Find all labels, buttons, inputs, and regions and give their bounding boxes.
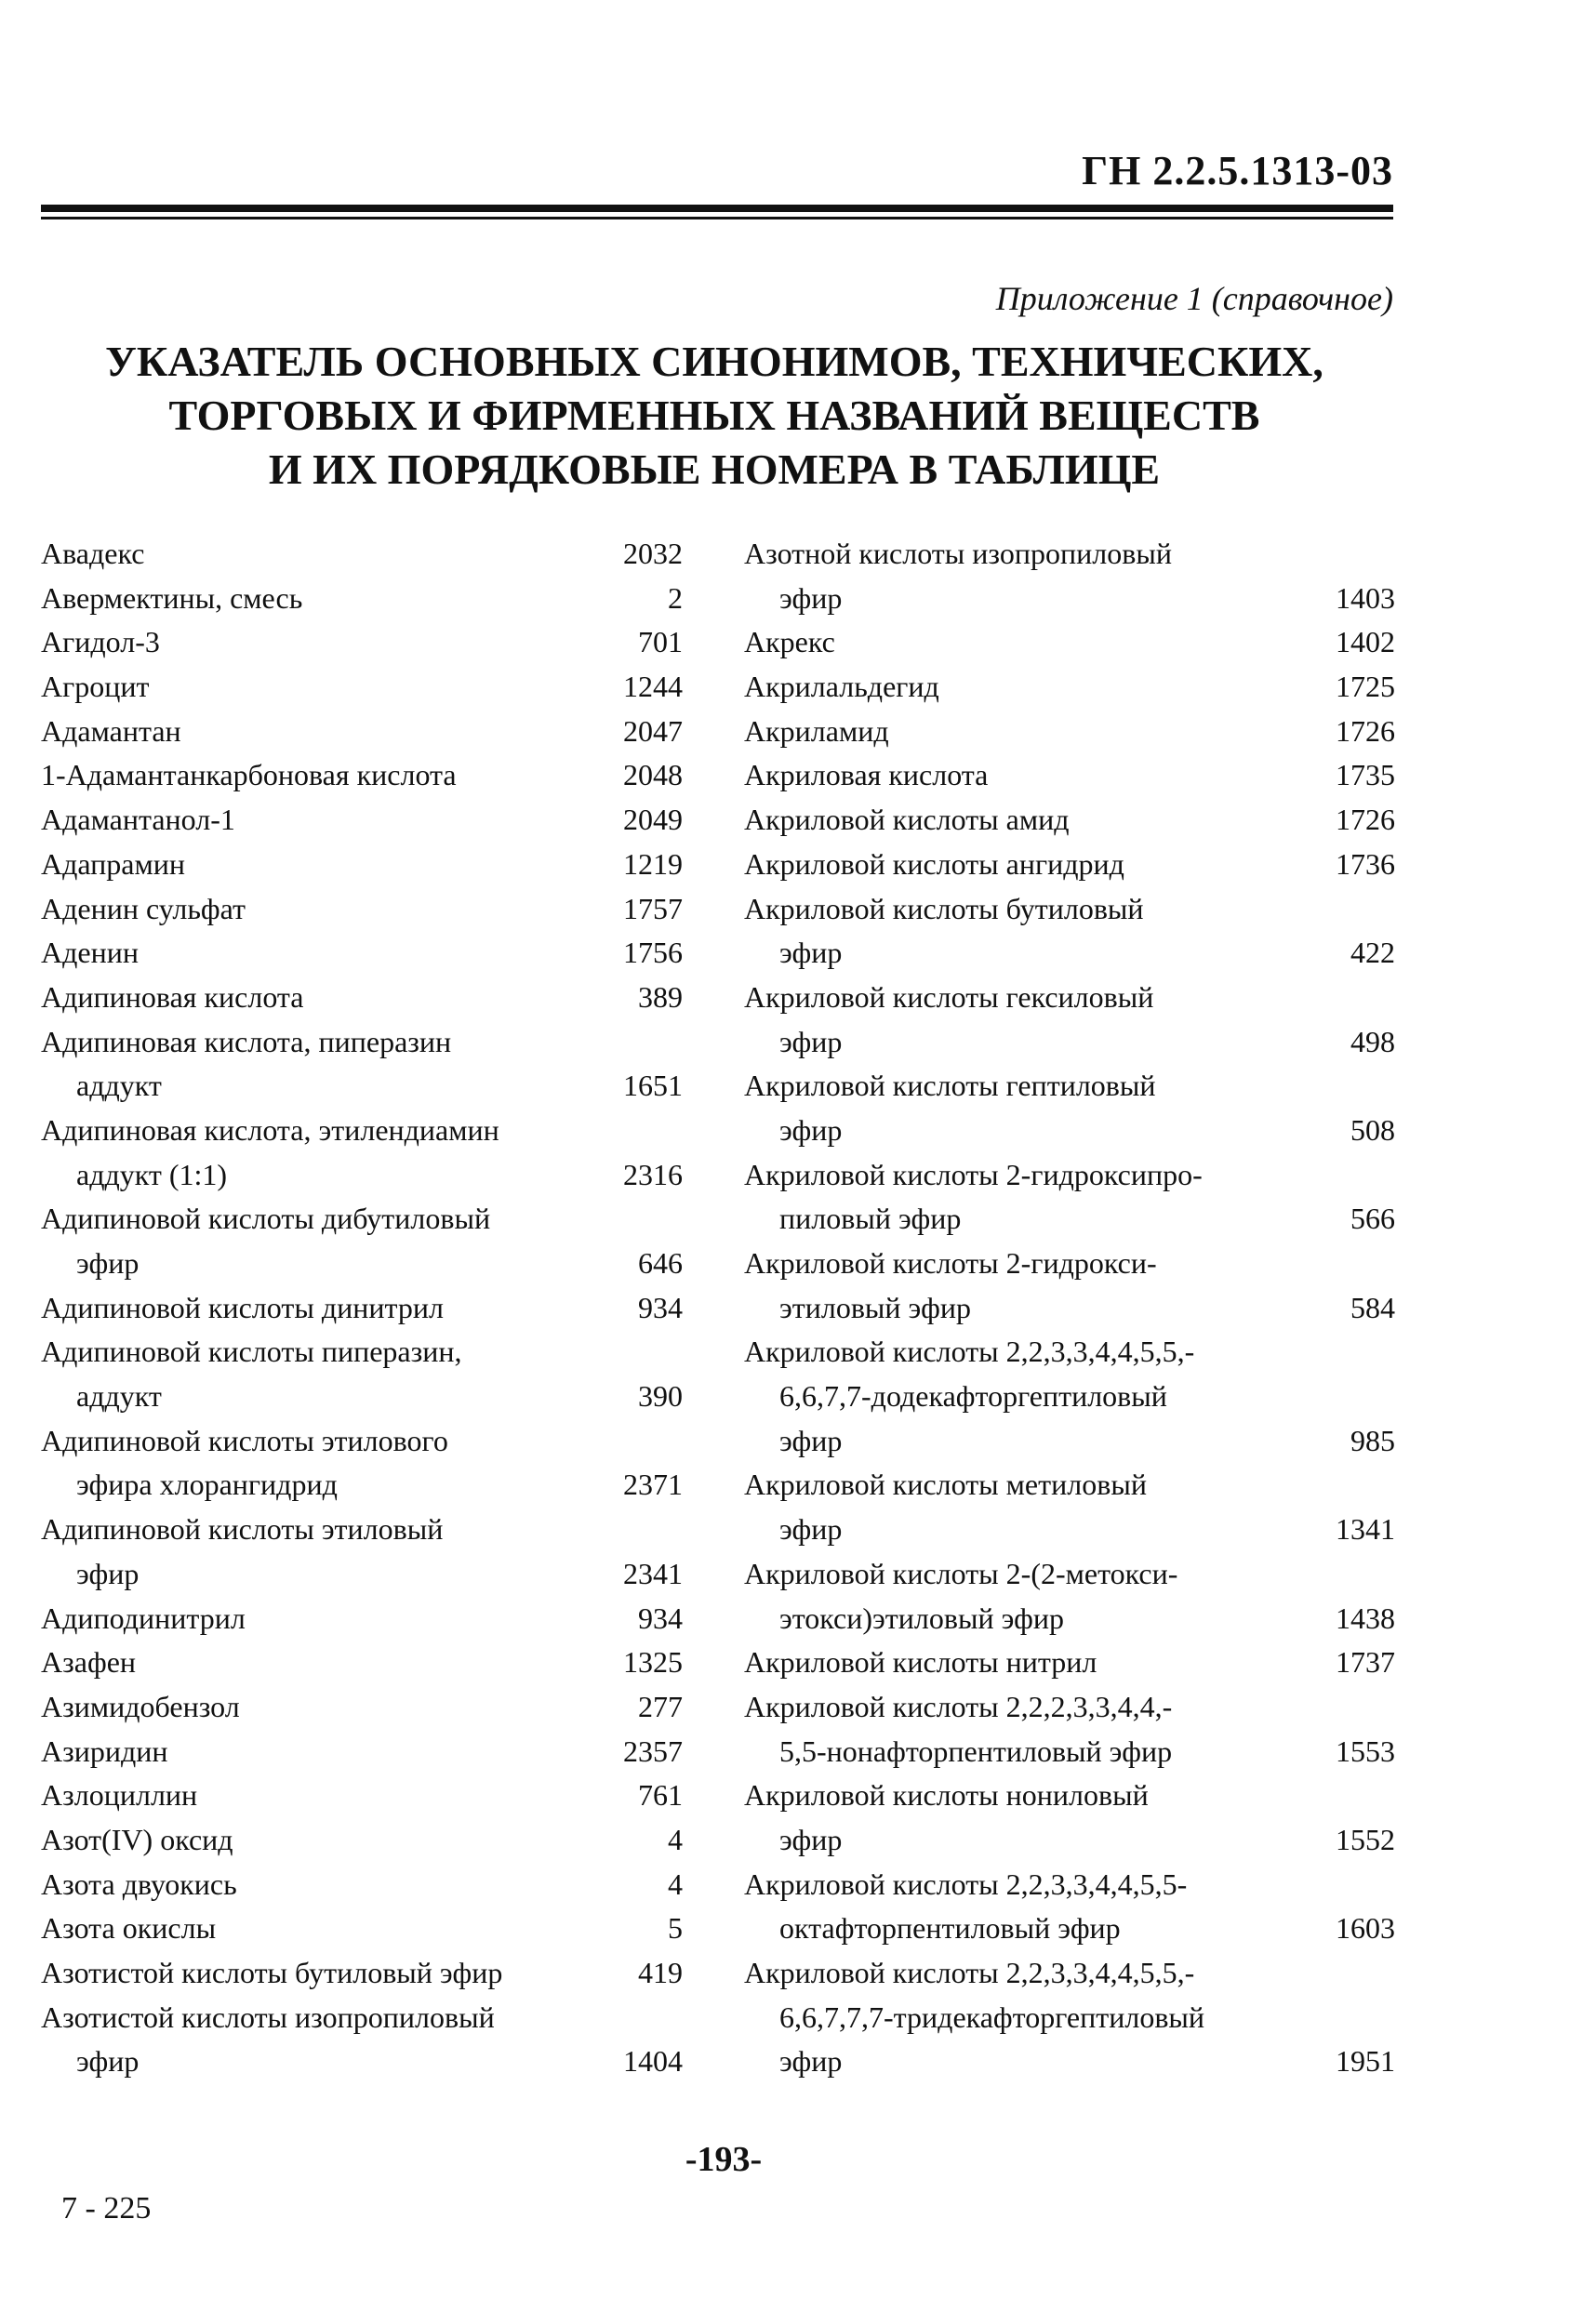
index-entry-continuation	[744, 1419, 1395, 1464]
index-entry-text: Азот(IV) оксид	[41, 1822, 233, 1856]
index-entry-number: 1736	[1336, 846, 1395, 881]
index-entry	[744, 1863, 1395, 1951]
index-entry-text: Агидол-3	[41, 625, 160, 659]
index-entry	[41, 1996, 683, 2084]
index-entry-number: 422	[1350, 936, 1395, 970]
index-entry-number: 1951	[1336, 2044, 1395, 2079]
index-entry-number: 2	[668, 580, 683, 615]
index-entry-text: эфир	[76, 1556, 140, 1590]
index-entry-term	[41, 1641, 683, 1685]
index-entry-text: Азота двуокись	[41, 1867, 237, 1901]
index-entry	[41, 1197, 683, 1285]
index-entry-number: 1651	[623, 1069, 683, 1103]
index-entry-text: эфир	[779, 580, 843, 615]
index-entry	[41, 843, 683, 887]
index-entry-term	[744, 710, 1395, 754]
index-entry-term	[41, 1685, 683, 1730]
index-entry-number: 2047	[623, 713, 683, 748]
index-entry	[744, 1463, 1395, 1551]
index-entry-text: Адипиновая кислота, пиперазин	[41, 1024, 452, 1058]
index-entry-term	[41, 1951, 683, 1996]
index-entry-number: 1341	[1336, 1512, 1395, 1547]
index-entry-number: 1726	[1336, 713, 1395, 748]
index-entry	[744, 665, 1395, 710]
index-entry-number: 1402	[1336, 625, 1395, 659]
index-entry-text: Акрекс	[744, 625, 835, 659]
index-entry	[41, 1020, 683, 1109]
index-entry-term	[41, 577, 683, 621]
index-entry-text: эфир	[779, 1112, 843, 1147]
index-entry	[41, 1907, 683, 1951]
index-entry-text: 6,6,7,7-додекафторгептиловый	[779, 1379, 1167, 1414]
index-entry-text: этокси)этиловый эфир	[779, 1601, 1064, 1635]
index-entry-continuation	[744, 577, 1395, 621]
index-entry-text: Азимидобензол	[41, 1689, 240, 1723]
index-entry-number: 1219	[623, 846, 683, 881]
index-entry-continuation	[744, 2040, 1395, 2084]
index-entry-term	[744, 1685, 1395, 1730]
index-entry-number: 934	[638, 1290, 683, 1324]
index-entry-continuation	[744, 1375, 1395, 1419]
title-line: УКАЗАТЕЛЬ ОСНОВНЫХ СИНОНИМОВ, ТЕХНИЧЕСКИХ,	[105, 338, 1323, 385]
index-entry-number: 1325	[623, 1645, 683, 1680]
index-entry-text: эфир	[76, 2044, 140, 2079]
index-entry-continuation	[744, 1907, 1395, 1951]
index-entry-continuation	[744, 1730, 1395, 1774]
index-entry-number: 761	[638, 1778, 683, 1813]
index-entry-text: Адипиновая кислота, этилендиамин	[41, 1112, 499, 1147]
index-entry-text: Адапрамин	[41, 846, 185, 881]
index-entry-number: 701	[638, 625, 683, 659]
index-entry-term	[41, 887, 683, 932]
index-entry	[41, 1286, 683, 1331]
index-entry-text: Авадекс	[41, 537, 145, 570]
index-entry-term	[744, 843, 1395, 887]
index-entry-term	[744, 1064, 1395, 1109]
index-entry-text: Адамантан	[41, 713, 181, 748]
page-title	[56, 335, 1373, 497]
index-entry-text: Азотной кислоты изопропиловый	[744, 537, 1172, 570]
index-entry-text: Адипиновой кислоты этилового	[41, 1423, 448, 1457]
index-entry-number: 2049	[623, 803, 683, 837]
index-entry	[744, 753, 1395, 798]
index-entry-continuation	[744, 1996, 1395, 2040]
index-entry-number: 419	[638, 1956, 683, 1989]
index-entry-term	[744, 1552, 1395, 1597]
index-entry-term	[41, 843, 683, 887]
index-entry	[41, 931, 683, 976]
index-entry-text: Акриловой кислоты 2,2,3,3,4,4,5,5,-	[744, 1335, 1195, 1369]
index-entry-number: 277	[638, 1689, 683, 1723]
index-entry	[41, 887, 683, 932]
index-entry	[744, 1153, 1395, 1242]
index-entry-text: 6,6,7,7,7-тридекафторгептиловый	[779, 2000, 1205, 2034]
index-entry-text: Акриловой кислоты 2-гидрокси-	[744, 1246, 1157, 1280]
index-entry-text: аддукт	[76, 1069, 162, 1103]
index-entry-text: Акриловая кислота	[744, 758, 989, 792]
index-entry-text: 5,5-нонафторпентиловый эфир	[779, 1734, 1173, 1768]
index-entry-number: 1552	[1336, 1822, 1395, 1856]
index-column-right	[744, 532, 1395, 2084]
index-entry-number: 1603	[1336, 1911, 1395, 1946]
index-entry-number: 2032	[623, 537, 683, 570]
index-entry-term	[41, 1286, 683, 1331]
index-entry	[744, 887, 1395, 976]
index-entry-number: 566	[1350, 1202, 1395, 1236]
index-entry-number: 5	[668, 1911, 683, 1946]
index-entry	[41, 577, 683, 621]
index-entry-term	[744, 1463, 1395, 1508]
index-entry-term	[41, 1774, 683, 1818]
index-entry-text: Адипиновая кислота	[41, 979, 304, 1014]
index-entry-term	[41, 1330, 683, 1375]
index-entry	[744, 1951, 1395, 2084]
index-entry-continuation	[744, 1508, 1395, 1552]
index-entry-number: 934	[638, 1601, 683, 1635]
index-entry	[744, 1641, 1395, 1685]
index-entry-text: Адиподинитрил	[41, 1601, 246, 1635]
index-entry	[41, 1685, 683, 1730]
index-entry-number: 646	[638, 1246, 683, 1280]
index-entry	[41, 665, 683, 710]
index-entry	[41, 1330, 683, 1418]
index-entry-number: 1737	[1336, 1645, 1395, 1680]
index-entry	[744, 976, 1395, 1064]
index-entry-number: 4	[668, 1867, 683, 1901]
index-entry	[41, 1597, 683, 1641]
page-number: -193-	[685, 2140, 763, 2179]
index-entry	[744, 843, 1395, 887]
index-entry-term	[744, 976, 1395, 1020]
index-entry-number: 1404	[623, 2044, 683, 2079]
index-entry-term	[41, 798, 683, 843]
index-entry	[41, 976, 683, 1020]
index-entry-term	[41, 1109, 683, 1153]
index-entry-number: 1244	[623, 670, 683, 704]
index-entry-text: пиловый эфир	[779, 1202, 962, 1236]
index-entry	[41, 710, 683, 754]
index-entry-term	[744, 1951, 1395, 1996]
index-entry-text: аддукт	[76, 1379, 162, 1414]
index-entry-number: 1757	[623, 891, 683, 925]
index-entry-number: 584	[1350, 1290, 1395, 1324]
index-entry-text: Акриловой кислоты 2,2,2,3,3,4,4,-	[744, 1689, 1173, 1723]
index-entry-term	[41, 1818, 683, 1863]
index-entry-text: Азотистой кислоты бутиловый эфир	[41, 1956, 503, 1989]
index-entry-number: 1756	[623, 936, 683, 970]
index-entry-text: Акриловой кислоты бутиловый	[744, 891, 1144, 925]
index-entry-continuation	[41, 1242, 683, 1286]
index-entry-term	[744, 1330, 1395, 1375]
index-entry-text: Агроцит	[41, 670, 150, 704]
index-entry-number: 2371	[623, 1468, 683, 1502]
index-entry	[744, 1064, 1395, 1152]
index-entry-continuation	[744, 1197, 1395, 1242]
index-entry	[41, 620, 683, 665]
index-entry-continuation	[744, 1109, 1395, 1153]
index-entry-text: Акриловой кислоты гексиловый	[744, 979, 1154, 1014]
index-entry-text: эфир	[779, 1822, 843, 1856]
index-entry	[744, 1685, 1395, 1774]
index-entry-text: Акрилальдегид	[744, 670, 939, 704]
index-entry-continuation	[744, 931, 1395, 976]
index-entry-term	[41, 1863, 683, 1907]
index-entry-term	[41, 1597, 683, 1641]
index-entry-continuation	[744, 1597, 1395, 1641]
index-entry-continuation	[744, 1818, 1395, 1863]
index-entry-term	[41, 1730, 683, 1774]
index-entry-text: Азафен	[41, 1645, 137, 1680]
index-entry-term	[744, 1641, 1395, 1685]
sheet-code: 7 - 225	[61, 2191, 152, 2226]
index-entry	[41, 1730, 683, 1774]
index-entry-text: Акриламид	[744, 713, 889, 748]
index-entry-text: эфира хлорангидрид	[76, 1468, 338, 1502]
index-entry	[41, 753, 683, 798]
index-entry	[744, 620, 1395, 665]
index-entry	[744, 532, 1395, 620]
index-entry-number: 2341	[623, 1556, 683, 1590]
index-entry-term	[744, 798, 1395, 843]
index-entry	[41, 1641, 683, 1685]
index-entry-text: эфир	[779, 1512, 843, 1547]
index-entry-term	[744, 1774, 1395, 1818]
index-entry-text: аддукт (1:1)	[76, 1157, 228, 1191]
index-entry-text: Адипиновой кислоты этиловый	[41, 1512, 444, 1547]
index-entry-text: эфир	[779, 2044, 843, 2079]
index-entry-continuation	[41, 2040, 683, 2084]
index-entry-term	[744, 665, 1395, 710]
index-entry-text: Акриловой кислоты нониловый	[744, 1778, 1149, 1813]
index-entry-number: 4	[668, 1822, 683, 1856]
index-entry-number: 498	[1350, 1024, 1395, 1058]
index-entry-text: Авермектины, смесь	[41, 580, 303, 615]
index-entry-text: Адипиновой кислоты дибутиловый	[41, 1202, 491, 1236]
index-entry-number: 985	[1350, 1423, 1395, 1457]
index-entry-number: 1726	[1336, 803, 1395, 837]
index-entry-continuation	[41, 1463, 683, 1508]
index-entry-continuation	[744, 1286, 1395, 1331]
index-entry-term	[744, 1863, 1395, 1907]
index-entry-number: 1553	[1336, 1734, 1395, 1768]
index-entry-continuation	[41, 1064, 683, 1109]
index-entry-text: Акриловой кислоты 2-гидроксипро-	[744, 1157, 1203, 1191]
index-entry-text: Акриловой кислоты амид	[744, 803, 1070, 837]
index-entry-number: 2357	[623, 1734, 683, 1768]
index-entry-text: Адипиновой кислоты динитрил	[41, 1290, 444, 1324]
index-entry	[41, 1863, 683, 1907]
index-entry-text: Акриловой кислоты ангидрид	[744, 846, 1124, 881]
index-entry-term	[41, 753, 683, 798]
index-entry-term	[41, 665, 683, 710]
index-entry-number: 1735	[1336, 758, 1395, 792]
index-entry-text: эфир	[779, 1423, 843, 1457]
index-entry	[41, 1419, 683, 1508]
index-entry-term	[41, 1419, 683, 1464]
index-entry	[41, 1951, 683, 1996]
index-entry-number: 1403	[1336, 580, 1395, 615]
index-entry-text: Аденин сульфат	[41, 891, 246, 925]
index-entry	[41, 1818, 683, 1863]
index-entry-number: 2316	[623, 1157, 683, 1191]
index-entry-text: эфир	[76, 1246, 140, 1280]
index-entry	[744, 710, 1395, 754]
index-entry-number: 1725	[1336, 670, 1395, 704]
index-entry-text: Акриловой кислоты 2,2,3,3,4,4,5,5,-	[744, 1956, 1195, 1989]
index-entry-text: Акриловой кислоты 2-(2-метокси-	[744, 1556, 1178, 1590]
index-entry	[744, 1330, 1395, 1463]
index-entry-text: Азотистой кислоты изопропиловый	[41, 2000, 495, 2034]
index-entry-continuation	[41, 1153, 683, 1198]
index-entry-text: Акриловой кислоты метиловый	[744, 1468, 1147, 1502]
index-entry-text: Адамантанол-1	[41, 803, 235, 837]
index-entry-continuation	[744, 1020, 1395, 1065]
document-code: ГН 2.2.5.1313-03	[1082, 148, 1393, 193]
index-entry-text: Акриловой кислоты гептиловый	[744, 1069, 1156, 1103]
index-entry-number: 389	[638, 979, 683, 1014]
index-entry-text: Акриловой кислоты 2,2,3,3,4,4,5,5-	[744, 1867, 1188, 1901]
index-entry-text: Азиридин	[41, 1734, 168, 1768]
index-entry-term	[41, 976, 683, 1020]
index-entry-term	[41, 710, 683, 754]
index-entry	[41, 798, 683, 843]
index-entry-text: эфир	[779, 936, 843, 970]
index-entry-continuation	[41, 1375, 683, 1419]
index-entry-term	[41, 1020, 683, 1065]
index-entry-text: Адипиновой кислоты пиперазин,	[41, 1335, 462, 1369]
index-entry-text: Аденин	[41, 936, 139, 970]
index-entry	[744, 1774, 1395, 1862]
index-entry-term	[41, 1996, 683, 2040]
index-entry-term	[744, 1153, 1395, 1198]
index-entry-term	[744, 753, 1395, 798]
index-entry-term	[41, 1508, 683, 1552]
index-entry-term	[744, 532, 1395, 577]
index-entry-text: эфир	[779, 1024, 843, 1058]
index-entry	[744, 798, 1395, 843]
index-entry	[41, 532, 683, 577]
index-entry-text: Азлоциллин	[41, 1778, 198, 1813]
index-entry-term	[41, 1197, 683, 1242]
title-line: И ИХ ПОРЯДКОВЫЕ НОМЕРА В ТАБЛИЦЕ	[268, 445, 1161, 493]
header-rule-thin	[41, 217, 1393, 219]
index-entry-number: 2048	[623, 758, 683, 792]
index-entry-text: этиловый эфир	[779, 1290, 971, 1324]
index-entry-term	[744, 1242, 1395, 1286]
header-rule-thick	[41, 205, 1393, 212]
index-entry-term	[744, 887, 1395, 932]
index-entry	[744, 1552, 1395, 1641]
index-entry-text: Азота окислы	[41, 1911, 217, 1946]
index-entry-term	[41, 620, 683, 665]
index-entry-number: 1438	[1336, 1601, 1395, 1635]
index-column-left	[41, 532, 683, 2084]
index-entry-term	[744, 620, 1395, 665]
index-entry-text: 1-Адамантанкарбоновая кислота	[41, 758, 457, 792]
appendix-label: Приложение 1 (справочное)	[995, 280, 1393, 317]
title-line: ТОРГОВЫХ И ФИРМЕННЫХ НАЗВАНИЙ ВЕЩЕСТВ	[168, 392, 1260, 439]
index-entry-continuation	[41, 1552, 683, 1597]
index-entry-number: 508	[1350, 1112, 1395, 1147]
index-entry	[41, 1774, 683, 1818]
index-entry	[41, 1109, 683, 1197]
index-entry-text: октафторпентиловый эфир	[779, 1911, 1121, 1946]
index-entry-number: 390	[638, 1379, 683, 1414]
index-entry-term	[41, 532, 683, 577]
index-entry-term	[41, 1907, 683, 1951]
index-entry	[41, 1508, 683, 1596]
index-entry-term	[41, 931, 683, 976]
index-entry	[744, 1242, 1395, 1330]
index-entry-text: Акриловой кислоты нитрил	[744, 1645, 1097, 1680]
